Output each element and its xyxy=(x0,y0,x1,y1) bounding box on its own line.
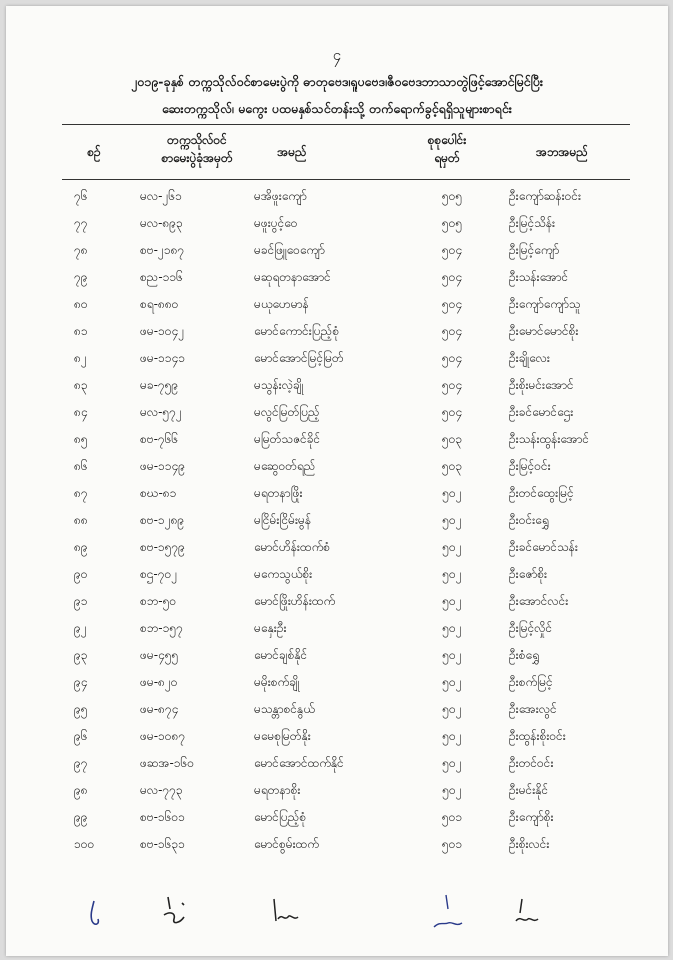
row-total-marks: ၅၀၂ xyxy=(442,621,462,635)
row-serial-no: ၉၆ xyxy=(74,729,88,743)
row-name: မမိုးစက်ချို xyxy=(254,675,300,689)
row-name: မလွင်မြတ်ပြည့် xyxy=(254,405,320,419)
table-row xyxy=(62,237,630,264)
header-serial-no: စဉ် xyxy=(87,145,101,159)
table-row xyxy=(62,345,630,372)
table-body xyxy=(62,183,630,858)
row-roll-number: စဗ-၁၆၃၁ xyxy=(140,837,185,851)
row-roll-number: စဘ-၁၅၇ xyxy=(140,621,183,635)
table-row xyxy=(62,183,630,210)
document-page xyxy=(6,6,668,956)
row-serial-no: ၈၄ xyxy=(74,405,88,419)
row-roll-number: စဗ-၁၂၈၉ xyxy=(140,513,185,527)
signature-row xyxy=(62,891,630,941)
row-serial-no: ၉၂ xyxy=(74,621,87,635)
row-total-marks: ၅၀၂ xyxy=(442,486,462,500)
row-roll-number: ဖမ-၁၁၄၉ xyxy=(140,459,186,473)
header-roll-number-line-1: တက္ကသိုလ်ဝင် xyxy=(167,133,227,147)
row-total-marks: ၅၀၂ xyxy=(442,675,462,689)
row-name: မမေစုမြတ်နိုး xyxy=(254,729,311,743)
table-row xyxy=(62,210,630,237)
row-name: မငြိမ်းငြိမ်းမွန် xyxy=(254,513,312,527)
row-roll-number: မလ-၅၇၂ xyxy=(140,405,182,419)
row-total-marks: ၅၀၁ xyxy=(441,837,463,851)
row-roll-number: မလ-၂၆၁ xyxy=(140,189,182,203)
header-father-name: အဘအမည် xyxy=(535,145,589,159)
row-total-marks: ၅၀၂ xyxy=(442,594,462,608)
row-father-name: ဦးကျော်စိုး xyxy=(509,810,554,824)
row-roll-number: မလ-၈၉၃ xyxy=(140,216,183,230)
row-total-marks: ၅၀၄ xyxy=(441,405,463,419)
row-name: မောင်ချစ်နိုင် xyxy=(254,648,308,662)
row-father-name: ဦးမြင့်သိန်း xyxy=(509,216,556,230)
row-serial-no: ၈၀ xyxy=(74,297,88,311)
row-father-name: ဦးမင်းနိုင် xyxy=(509,783,549,797)
row-name: မရတနာစိုး xyxy=(254,783,301,797)
row-name: မဆွေဝတ်ရည် xyxy=(254,459,316,473)
row-name: မကေသွယ်စိုး xyxy=(254,567,313,581)
row-serial-no: ၉၉ xyxy=(74,810,88,824)
table-row xyxy=(62,777,630,804)
row-roll-number: ဖမ-၄၅၅ xyxy=(140,648,179,662)
row-father-name: ဦးခင်မောင်သန်း xyxy=(509,540,578,554)
row-total-marks: ၅၀၂ xyxy=(442,702,462,716)
row-name: မနှေးဦး xyxy=(254,621,287,635)
table-row xyxy=(62,534,630,561)
row-roll-number: ဖဆအ-၁၆၀ xyxy=(140,756,195,770)
table-row xyxy=(62,372,630,399)
row-roll-number: စဗ-၂၁၈၇ xyxy=(140,243,185,257)
row-name: မသန္တာစင်နွယ် xyxy=(254,702,315,716)
document-title-line-1: ၂၀၁၉-ခုနှစ် တက္ကသိုလ်ဝင်စာမေးပွဲကို ဓာတုဗေဒ၊ရူပဗေဒ၊ဇီဝဗေဒဘာသာတွဲဖြင့်အောင်မြင်ပြီး xyxy=(131,74,543,89)
row-roll-number: စဗ-၁၆၀၁ xyxy=(140,810,185,824)
row-father-name: ဦးသန်းအောင် xyxy=(509,270,569,284)
row-total-marks: ၅၀၂ xyxy=(442,729,462,743)
row-name: မမြတ်သဇင်ခိုင် xyxy=(254,432,321,446)
header-total-marks-line-1: စုစုပေါင်း xyxy=(427,133,467,147)
row-father-name: ဦးကျော်ကျော်သူ xyxy=(509,297,581,311)
row-father-name: ဦးစံရွှေ xyxy=(509,648,540,662)
row-name: မောင်စွမ်းထက် xyxy=(254,837,319,851)
table-row xyxy=(62,750,630,777)
row-father-name: ဦးစက်မြင့် xyxy=(509,675,553,689)
table-header xyxy=(62,124,630,180)
row-total-marks: ၅၀၄ xyxy=(441,378,463,392)
row-serial-no: ၉၅ xyxy=(74,702,88,716)
table-row xyxy=(62,507,630,534)
row-total-marks: ၅၀၄ xyxy=(441,243,463,257)
row-roll-number: ဖမ-၁၀၄၂ xyxy=(140,324,185,338)
row-total-marks: ၅၀၅ xyxy=(441,216,463,230)
row-total-marks: ၅၀၂ xyxy=(442,513,462,527)
row-serial-no: ၇၇ xyxy=(74,216,88,230)
row-name: မောင်ကောင်းပြည့်စုံ xyxy=(254,324,340,338)
row-father-name: ဦးတင်ထွေးမြင့် xyxy=(509,486,574,500)
row-father-name: ဦးစိုးမင်းအောင် xyxy=(509,378,574,392)
row-father-name: ဦးဇော်စိုး xyxy=(509,567,548,581)
row-total-marks: ၅၀၂ xyxy=(442,756,462,770)
row-serial-no: ၇၆ xyxy=(74,189,88,203)
row-total-marks: ၅၀၅ xyxy=(441,189,463,203)
table-row xyxy=(62,723,630,750)
row-name: မဆုရတနာအောင် xyxy=(254,270,331,284)
row-total-marks: ၅၀၄ xyxy=(441,270,463,284)
table-row xyxy=(62,642,630,669)
row-father-name: ဦးမြင့်ကျော် xyxy=(509,243,560,257)
row-father-name: ဦးမြင့်လှိုင် xyxy=(509,621,553,635)
row-name: မသွန်းလဲ့ချို xyxy=(254,378,304,392)
row-father-name: ဦးထွန်းစိုးဝင်း xyxy=(509,729,566,743)
row-father-name: ဦးအောင်လင်း xyxy=(509,594,569,608)
row-father-name: ဦးချိုလေး xyxy=(509,351,550,365)
row-serial-no: ၇၉ xyxy=(74,270,88,284)
document-title-line-2: ဆေးတက္ကသိုလ်၊ မကွေး ပထမနှစ်သင်တန်းသို့ တက်ရောက်ခွင့်ရရှိသူများစာရင်း xyxy=(162,101,512,116)
table-row xyxy=(62,669,630,696)
row-serial-no: ၉၁ xyxy=(74,594,88,608)
row-name: မခင်ဖြူဝေကျော် xyxy=(254,243,325,257)
signature-mark-2 xyxy=(160,895,190,929)
row-serial-no: ၉၄ xyxy=(74,675,88,689)
row-total-marks: ၅၀၂ xyxy=(442,783,462,797)
table-row xyxy=(62,615,630,642)
row-roll-number: စဗ-၇၆၆ xyxy=(140,432,179,446)
row-serial-no: ၉၈ xyxy=(74,783,88,797)
row-father-name: ဦးသန်းထွန်းအောင် xyxy=(509,432,590,446)
header-name: အမည် xyxy=(277,145,307,159)
row-name: မောင်ဟိန်းထက်စံ xyxy=(254,540,331,554)
row-name: မယုဟေမာန် xyxy=(254,297,309,311)
row-roll-number: စဘ-၅၀ xyxy=(140,594,177,608)
row-father-name: ဦးမြင့်ဝင်း xyxy=(509,459,551,473)
signature-mark-3 xyxy=(270,897,304,927)
row-roll-number: ဖမ-၈၇၄ xyxy=(140,702,179,716)
row-father-name: ဦးခင်မောင်ဌေး xyxy=(509,405,574,419)
row-serial-no: ၈၂ xyxy=(74,351,87,365)
row-serial-no: ၈၁ xyxy=(74,324,88,338)
header-total-marks-line-2: ရမှတ် xyxy=(434,151,460,165)
header-total-marks xyxy=(407,131,487,167)
table-row xyxy=(62,561,630,588)
row-name: မောင်အောင်မြင့်မြတ် xyxy=(254,351,344,365)
table-row xyxy=(62,588,630,615)
row-roll-number: စဌ-၇၀၂ xyxy=(140,567,178,581)
row-total-marks: ၅၀၄ xyxy=(441,297,463,311)
row-father-name: ဦးအေးလွင် xyxy=(509,702,557,716)
row-roll-number: ဖမ-၈၂၀ xyxy=(140,675,178,689)
table-row xyxy=(62,318,630,345)
row-name: မောင်ပြည့်စုံ xyxy=(254,810,307,824)
row-serial-no: ၉၃ xyxy=(74,648,88,662)
table-row xyxy=(62,399,630,426)
row-serial-no: ၇၈ xyxy=(74,243,88,257)
row-serial-no: ၈၇ xyxy=(74,486,88,500)
row-father-name: ဦးတင်ဝင်း xyxy=(509,756,554,770)
row-name: မဖူးပွင့်ဝေ xyxy=(254,216,298,230)
row-father-name: ဦးဝင်းရွှေ xyxy=(509,513,549,527)
page-number: ၄ xyxy=(332,46,342,64)
row-total-marks: ၅၀၂ xyxy=(442,540,462,554)
row-roll-number: မလ-၇၇၃ xyxy=(140,783,183,797)
table-row xyxy=(62,291,630,318)
table-row xyxy=(62,696,630,723)
row-roll-number: စဃ-၈၁ xyxy=(140,486,177,500)
row-name: မအိဖူးကျော် xyxy=(254,189,307,203)
row-name: မရတနာဖြိုး xyxy=(254,486,303,500)
row-name: မောင်အောင်ထက်နိုင် xyxy=(254,756,344,770)
row-serial-no: ၈၆ xyxy=(74,459,88,473)
row-total-marks: ၅၀၄ xyxy=(441,324,463,338)
row-serial-no: ၉၀ xyxy=(74,567,88,581)
signature-mark-5 xyxy=(512,897,542,929)
row-serial-no: ၈၅ xyxy=(74,432,88,446)
row-serial-no: ၈၃ xyxy=(74,378,88,392)
row-name: မောင်ဖြိုးဟိန်းထက် xyxy=(254,594,336,608)
table-row xyxy=(62,453,630,480)
row-roll-number: မခ-၇၅၉ xyxy=(140,378,179,392)
row-total-marks: ၅၀၃ xyxy=(441,432,463,446)
signature-mark-1 xyxy=(84,899,106,929)
table-row xyxy=(62,480,630,507)
row-total-marks: ၅၀၂ xyxy=(442,648,462,662)
row-roll-number: ဖမ-၁၀၈၇ xyxy=(140,729,186,743)
row-total-marks: ၅၀၁ xyxy=(441,810,463,824)
table-row xyxy=(62,426,630,453)
row-serial-no: ၁၀၀ xyxy=(74,837,95,851)
row-roll-number: ဖမ-၁၁၄၁ xyxy=(140,351,186,365)
row-serial-no: ၈၈ xyxy=(74,513,88,527)
row-total-marks: ၅၀၂ xyxy=(442,567,462,581)
row-father-name: ဦးကျော်ဆန်းဝင်း xyxy=(509,189,582,203)
row-total-marks: ၅၀၃ xyxy=(441,459,463,473)
row-serial-no: ၈၉ xyxy=(74,540,88,554)
table-row xyxy=(62,264,630,291)
row-roll-number: စဗ-၁၅၇၉ xyxy=(140,540,185,554)
row-total-marks: ၅၀၄ xyxy=(441,351,463,365)
row-roll-number: စရ-၈၈၀ xyxy=(140,297,179,311)
table-row xyxy=(62,831,630,858)
row-father-name: ဦးစိုးလင်း xyxy=(509,837,550,851)
header-roll-number-line-2: စာမေးပွဲခုံအမှတ် xyxy=(161,151,233,165)
row-serial-no: ၉၇ xyxy=(74,756,88,770)
row-roll-number: စည-၁၁၆ xyxy=(140,270,183,284)
signature-mark-4 xyxy=(430,893,466,933)
row-father-name: ဦးမောင်မောင်စိုး xyxy=(509,324,579,338)
table-row xyxy=(62,804,630,831)
